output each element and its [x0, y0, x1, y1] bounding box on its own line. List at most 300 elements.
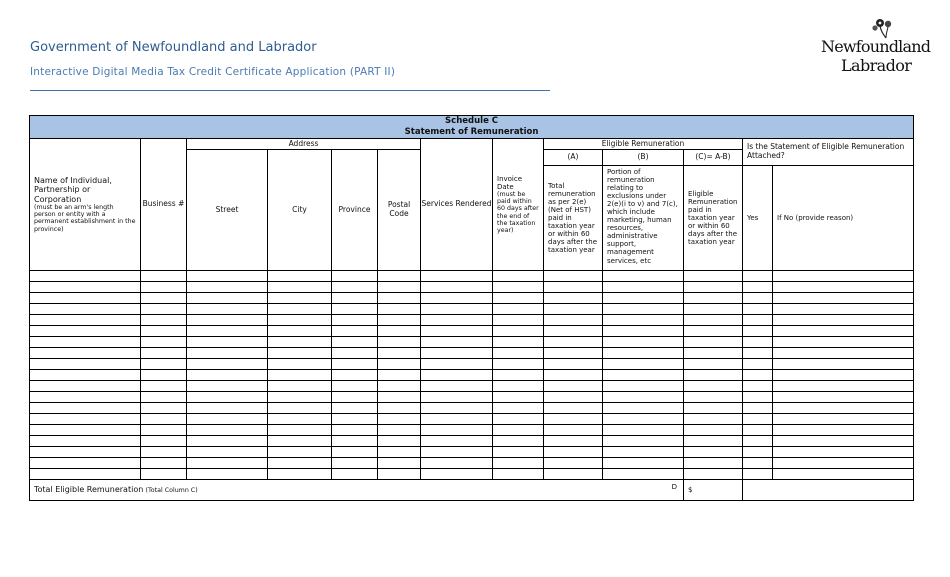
amount-a-cell[interactable] — [544, 381, 603, 392]
business-number-header: Business # — [141, 139, 187, 271]
amount-c-cell[interactable] — [684, 370, 743, 381]
business-cell[interactable] — [141, 469, 187, 480]
amount-a-cell[interactable] — [544, 315, 603, 326]
amount-a-cell[interactable] — [544, 469, 603, 480]
street-cell[interactable] — [187, 304, 268, 315]
reason-cell[interactable] — [773, 458, 914, 469]
yes-cell[interactable] — [743, 447, 773, 458]
street-cell[interactable] — [187, 359, 268, 370]
postal-code-cell[interactable] — [378, 282, 421, 293]
province-cell[interactable] — [332, 458, 378, 469]
government-title: Government of Newfoundland and Labrador — [30, 40, 317, 55]
yes-cell[interactable] — [743, 304, 773, 315]
invoice-header-label: Invoice Date — [497, 174, 523, 191]
services-header: Services Rendered — [421, 139, 493, 271]
city-cell[interactable] — [268, 392, 332, 403]
yes-cell[interactable] — [743, 271, 773, 282]
amount-a-cell[interactable] — [544, 392, 603, 403]
reason-cell[interactable] — [773, 282, 914, 293]
postal-code-cell[interactable] — [378, 447, 421, 458]
city-cell[interactable] — [268, 359, 332, 370]
business-cell[interactable] — [141, 425, 187, 436]
business-cell[interactable] — [141, 304, 187, 315]
table-row — [30, 469, 914, 480]
services-cell[interactable] — [421, 293, 493, 304]
logo-word-labrador: Labrador — [841, 56, 912, 75]
province-cell[interactable] — [332, 304, 378, 315]
province-cell[interactable] — [332, 436, 378, 447]
postal-code-cell[interactable] — [378, 348, 421, 359]
name-cell[interactable] — [30, 414, 141, 425]
yes-cell[interactable] — [743, 414, 773, 425]
street-cell[interactable] — [187, 425, 268, 436]
amount-a-cell[interactable] — [544, 436, 603, 447]
city-cell[interactable] — [268, 469, 332, 480]
city-cell[interactable] — [268, 315, 332, 326]
invoice-date-cell[interactable] — [493, 359, 544, 370]
amount-b-cell[interactable] — [603, 447, 684, 458]
services-cell[interactable] — [421, 326, 493, 337]
amount-b-cell[interactable] — [603, 315, 684, 326]
services-cell[interactable] — [421, 414, 493, 425]
name-cell[interactable] — [30, 348, 141, 359]
amount-c-cell[interactable] — [684, 381, 743, 392]
postal-code-cell[interactable] — [378, 293, 421, 304]
amount-b-cell[interactable] — [603, 304, 684, 315]
postal-code-cell[interactable] — [378, 304, 421, 315]
yes-cell[interactable] — [743, 458, 773, 469]
business-cell[interactable] — [141, 282, 187, 293]
invoice-date-cell[interactable] — [493, 348, 544, 359]
column-a-description: Total remuneration as per 2(e) (Net of HST) paid in taxation year or within 60 days after the taxation year — [544, 166, 603, 271]
province-cell[interactable] — [332, 359, 378, 370]
invoice-date-cell[interactable] — [493, 337, 544, 348]
street-cell[interactable] — [187, 282, 268, 293]
table-row — [30, 293, 914, 304]
invoice-header-note: (must be paid within 60 days after the end of the taxation year) — [497, 190, 539, 235]
name-cell[interactable] — [30, 359, 141, 370]
province-cell[interactable] — [332, 469, 378, 480]
street-cell[interactable] — [187, 447, 268, 458]
postal-code-cell[interactable] — [378, 271, 421, 282]
amount-a-cell[interactable] — [544, 337, 603, 348]
reason-cell[interactable] — [773, 469, 914, 480]
postal-code-cell[interactable] — [378, 392, 421, 403]
business-cell[interactable] — [141, 436, 187, 447]
province-cell[interactable] — [332, 403, 378, 414]
amount-c-cell[interactable] — [684, 304, 743, 315]
city-cell[interactable] — [268, 436, 332, 447]
amount-b-cell[interactable] — [603, 403, 684, 414]
city-cell[interactable] — [268, 271, 332, 282]
amount-b-cell[interactable] — [603, 293, 684, 304]
city-cell[interactable] — [268, 381, 332, 392]
services-cell[interactable] — [421, 337, 493, 348]
amount-c-cell[interactable] — [684, 271, 743, 282]
eligible-remuneration-header: Eligible Remuneration — [544, 139, 743, 150]
amount-b-cell[interactable] — [603, 282, 684, 293]
table-row — [30, 271, 914, 282]
postal-code-cell[interactable] — [378, 359, 421, 370]
street-cell[interactable] — [187, 392, 268, 403]
amount-b-cell[interactable] — [603, 337, 684, 348]
name-cell[interactable] — [30, 469, 141, 480]
amount-b-cell[interactable] — [603, 436, 684, 447]
street-cell[interactable] — [187, 293, 268, 304]
street-cell[interactable] — [187, 370, 268, 381]
amount-c-cell[interactable] — [684, 326, 743, 337]
reason-cell[interactable] — [773, 447, 914, 458]
total-label: Total Eligible Remuneration — [34, 485, 144, 495]
province-header: Province — [332, 150, 378, 271]
name-cell[interactable] — [30, 381, 141, 392]
invoice-date-cell[interactable] — [493, 392, 544, 403]
business-cell[interactable] — [141, 414, 187, 425]
name-cell[interactable] — [30, 436, 141, 447]
street-cell[interactable] — [187, 403, 268, 414]
name-cell[interactable] — [30, 425, 141, 436]
amount-b-cell[interactable] — [603, 425, 684, 436]
attached-question-header: Is the Statement of Eligible Remuneration Attached? — [743, 139, 914, 166]
amount-c-cell[interactable] — [684, 436, 743, 447]
province-cell[interactable] — [332, 348, 378, 359]
invoice-date-cell[interactable] — [493, 282, 544, 293]
invoice-date-cell[interactable] — [493, 414, 544, 425]
services-cell[interactable] — [421, 469, 493, 480]
services-cell[interactable] — [421, 458, 493, 469]
table-row — [30, 403, 914, 414]
province-cell[interactable] — [332, 414, 378, 425]
province-cell[interactable] — [332, 337, 378, 348]
street-cell[interactable] — [187, 326, 268, 337]
business-cell[interactable] — [141, 337, 187, 348]
amount-a-cell[interactable] — [544, 403, 603, 414]
province-cell[interactable] — [332, 425, 378, 436]
business-cell[interactable] — [141, 370, 187, 381]
table-row — [30, 414, 914, 425]
postal-code-cell[interactable] — [378, 469, 421, 480]
name-cell[interactable] — [30, 293, 141, 304]
amount-a-cell[interactable] — [544, 447, 603, 458]
reason-cell[interactable] — [773, 293, 914, 304]
street-cell[interactable] — [187, 271, 268, 282]
invoice-date-cell[interactable] — [493, 271, 544, 282]
name-cell[interactable] — [30, 337, 141, 348]
province-cell[interactable] — [332, 392, 378, 403]
table-row — [30, 447, 914, 458]
city-cell[interactable] — [268, 370, 332, 381]
amount-c-cell[interactable] — [684, 458, 743, 469]
services-cell[interactable] — [421, 304, 493, 315]
reason-cell[interactable] — [773, 315, 914, 326]
total-row — [30, 480, 914, 501]
invoice-date-cell[interactable] — [493, 425, 544, 436]
city-cell[interactable] — [268, 348, 332, 359]
business-cell[interactable] — [141, 315, 187, 326]
business-cell[interactable] — [141, 359, 187, 370]
street-cell[interactable] — [187, 337, 268, 348]
amount-c-cell[interactable] — [684, 469, 743, 480]
yes-cell[interactable] — [743, 337, 773, 348]
city-cell[interactable] — [268, 282, 332, 293]
invoice-date-cell[interactable] — [493, 381, 544, 392]
amount-b-cell[interactable] — [603, 414, 684, 425]
name-cell[interactable] — [30, 458, 141, 469]
amount-c-cell[interactable] — [684, 337, 743, 348]
street-cell[interactable] — [187, 315, 268, 326]
yes-cell[interactable] — [743, 425, 773, 436]
street-header: Street — [187, 150, 268, 271]
total-amount-field[interactable] — [684, 480, 743, 501]
province-cell[interactable] — [332, 381, 378, 392]
amount-b-cell[interactable] — [603, 458, 684, 469]
column-b-description: Portion of remuneration relating to exclusions under 2(e)(i to v) and 7(c), which include marketing, human resources, administrative support, management services, etc — [603, 166, 684, 271]
yes-cell[interactable] — [743, 315, 773, 326]
amount-b-cell[interactable] — [603, 381, 684, 392]
province-cell[interactable] — [332, 326, 378, 337]
province-cell[interactable] — [332, 315, 378, 326]
invoice-date-cell[interactable] — [493, 326, 544, 337]
name-cell[interactable] — [30, 326, 141, 337]
name-cell[interactable] — [30, 304, 141, 315]
amount-a-cell[interactable] — [544, 359, 603, 370]
amount-c-cell[interactable] — [684, 315, 743, 326]
invoice-date-cell[interactable] — [493, 469, 544, 480]
services-cell[interactable] — [421, 282, 493, 293]
services-cell[interactable] — [421, 436, 493, 447]
reason-cell[interactable] — [773, 414, 914, 425]
name-header-note: (must be an arm's length person or entity with a permanent establishment in the province) — [34, 203, 136, 233]
yes-cell[interactable] — [743, 392, 773, 403]
city-cell[interactable] — [268, 414, 332, 425]
business-cell[interactable] — [141, 447, 187, 458]
amount-c-cell[interactable] — [684, 447, 743, 458]
city-cell[interactable] — [268, 326, 332, 337]
yes-cell[interactable] — [743, 326, 773, 337]
services-cell[interactable] — [421, 403, 493, 414]
services-cell[interactable] — [421, 315, 493, 326]
reason-cell[interactable] — [773, 304, 914, 315]
name-cell[interactable] — [30, 315, 141, 326]
invoice-date-cell[interactable] — [493, 403, 544, 414]
logo-word-newfoundland: Newfoundland — [821, 37, 931, 56]
reason-cell[interactable] — [773, 403, 914, 414]
postal-code-cell[interactable] — [378, 403, 421, 414]
amount-a-cell[interactable] — [544, 414, 603, 425]
amount-a-cell[interactable] — [544, 425, 603, 436]
amount-c-cell[interactable] — [684, 392, 743, 403]
province-cell[interactable] — [332, 447, 378, 458]
amount-a-cell[interactable] — [544, 282, 603, 293]
reason-cell[interactable] — [773, 348, 914, 359]
amount-c-cell[interactable] — [684, 348, 743, 359]
table-row — [30, 370, 914, 381]
amount-a-cell[interactable] — [544, 271, 603, 282]
amount-c-cell[interactable] — [684, 425, 743, 436]
province-cell[interactable] — [332, 271, 378, 282]
reason-cell[interactable] — [773, 271, 914, 282]
invoice-date-cell[interactable] — [493, 436, 544, 447]
name-cell[interactable] — [30, 370, 141, 381]
total-label-cell — [30, 480, 684, 501]
amount-c-cell[interactable] — [684, 414, 743, 425]
invoice-date-cell[interactable] — [493, 293, 544, 304]
services-cell[interactable] — [421, 370, 493, 381]
street-cell[interactable] — [187, 414, 268, 425]
services-cell[interactable] — [421, 381, 493, 392]
amount-a-cell[interactable] — [544, 458, 603, 469]
amount-b-cell[interactable] — [603, 370, 684, 381]
postal-code-cell[interactable] — [378, 381, 421, 392]
invoice-date-cell[interactable] — [493, 304, 544, 315]
amount-b-cell[interactable] — [603, 348, 684, 359]
name-cell[interactable] — [30, 392, 141, 403]
amount-a-cell[interactable] — [544, 370, 603, 381]
name-cell[interactable] — [30, 447, 141, 458]
amount-b-cell[interactable] — [603, 271, 684, 282]
city-cell[interactable] — [268, 304, 332, 315]
yes-header: Yes — [743, 166, 773, 271]
postal-code-cell[interactable] — [378, 436, 421, 447]
city-cell[interactable] — [268, 403, 332, 414]
city-cell[interactable] — [268, 458, 332, 469]
services-cell[interactable] — [421, 348, 493, 359]
reason-cell[interactable] — [773, 392, 914, 403]
amount-c-cell[interactable] — [684, 282, 743, 293]
table-row — [30, 392, 914, 403]
street-cell[interactable] — [187, 348, 268, 359]
amount-a-cell[interactable] — [544, 304, 603, 315]
table-row — [30, 359, 914, 370]
amount-b-cell[interactable] — [603, 359, 684, 370]
column-c-header: (C)= A-B) — [684, 150, 743, 166]
reason-cell[interactable] — [773, 436, 914, 447]
business-cell[interactable] — [141, 348, 187, 359]
schedule-subtitle: Statement of Remuneration — [404, 127, 539, 137]
invoice-date-cell[interactable] — [493, 458, 544, 469]
city-cell[interactable] — [268, 447, 332, 458]
yes-cell[interactable] — [743, 282, 773, 293]
name-cell[interactable] — [30, 282, 141, 293]
reason-cell[interactable] — [773, 425, 914, 436]
reason-cell[interactable] — [773, 359, 914, 370]
city-cell[interactable] — [268, 337, 332, 348]
name-cell[interactable] — [30, 403, 141, 414]
yes-cell[interactable] — [743, 436, 773, 447]
invoice-date-cell[interactable] — [493, 447, 544, 458]
yes-cell[interactable] — [743, 359, 773, 370]
invoice-date-cell[interactable] — [493, 315, 544, 326]
schedule-c-table — [29, 115, 914, 501]
street-cell[interactable] — [187, 458, 268, 469]
nl-logo — [818, 16, 934, 76]
table-row — [30, 337, 914, 348]
name-column-header — [30, 139, 141, 271]
yes-cell[interactable] — [743, 370, 773, 381]
services-cell[interactable] — [421, 425, 493, 436]
services-cell[interactable] — [421, 447, 493, 458]
table-row — [30, 304, 914, 315]
business-cell[interactable] — [141, 381, 187, 392]
table-row — [30, 326, 914, 337]
business-cell[interactable] — [141, 403, 187, 414]
street-cell[interactable] — [187, 469, 268, 480]
business-cell[interactable] — [141, 326, 187, 337]
business-cell[interactable] — [141, 293, 187, 304]
province-cell[interactable] — [332, 370, 378, 381]
amount-c-cell[interactable] — [684, 359, 743, 370]
amount-b-cell[interactable] — [603, 326, 684, 337]
postal-code-cell[interactable] — [378, 326, 421, 337]
city-cell[interactable] — [268, 293, 332, 304]
table-row — [30, 315, 914, 326]
postal-code-cell[interactable] — [378, 458, 421, 469]
name-header-label: Name of Individual, Partnership or Corporation — [34, 176, 112, 204]
column-a-header: (A) — [544, 150, 603, 166]
amount-c-cell[interactable] — [684, 403, 743, 414]
province-cell[interactable] — [332, 282, 378, 293]
province-cell[interactable] — [332, 293, 378, 304]
amount-c-cell[interactable] — [684, 293, 743, 304]
postal-code-cell[interactable] — [378, 315, 421, 326]
schedule-banner — [30, 116, 914, 139]
reason-cell[interactable] — [773, 326, 914, 337]
invoice-date-cell[interactable] — [493, 370, 544, 381]
amount-b-cell[interactable] — [603, 392, 684, 403]
yes-cell[interactable] — [743, 403, 773, 414]
table-row — [30, 348, 914, 359]
postal-code-cell[interactable] — [378, 370, 421, 381]
address-header: Address — [187, 139, 421, 150]
postal-code-header: Postal Code — [378, 150, 421, 271]
invoice-date-header — [493, 139, 544, 271]
amount-a-cell[interactable] — [544, 348, 603, 359]
amount-b-cell[interactable] — [603, 469, 684, 480]
postal-code-cell[interactable] — [378, 414, 421, 425]
street-cell[interactable] — [187, 436, 268, 447]
services-cell[interactable] — [421, 359, 493, 370]
table-row — [30, 425, 914, 436]
table-row — [30, 282, 914, 293]
city-cell[interactable] — [268, 425, 332, 436]
name-cell[interactable] — [30, 271, 141, 282]
reason-cell[interactable] — [773, 337, 914, 348]
amount-a-cell[interactable] — [544, 326, 603, 337]
header-divider — [30, 90, 550, 91]
yes-cell[interactable] — [743, 381, 773, 392]
city-header: City — [268, 150, 332, 271]
table-row — [30, 381, 914, 392]
amount-a-cell[interactable] — [544, 293, 603, 304]
business-cell[interactable] — [141, 271, 187, 282]
business-cell[interactable] — [141, 458, 187, 469]
postal-code-cell[interactable] — [378, 337, 421, 348]
yes-cell[interactable] — [743, 293, 773, 304]
business-cell[interactable] — [141, 392, 187, 403]
schedule-title: Schedule C — [445, 116, 499, 126]
yes-cell[interactable] — [743, 469, 773, 480]
postal-code-cell[interactable] — [378, 425, 421, 436]
column-b-header: (B) — [603, 150, 684, 166]
currency-symbol: $ — [688, 485, 693, 494]
services-cell[interactable] — [421, 392, 493, 403]
yes-cell[interactable] — [743, 348, 773, 359]
reason-cell[interactable] — [773, 370, 914, 381]
services-cell[interactable] — [421, 271, 493, 282]
reason-cell[interactable] — [773, 381, 914, 392]
if-no-header: If No (provide reason) — [773, 166, 914, 271]
street-cell[interactable] — [187, 381, 268, 392]
